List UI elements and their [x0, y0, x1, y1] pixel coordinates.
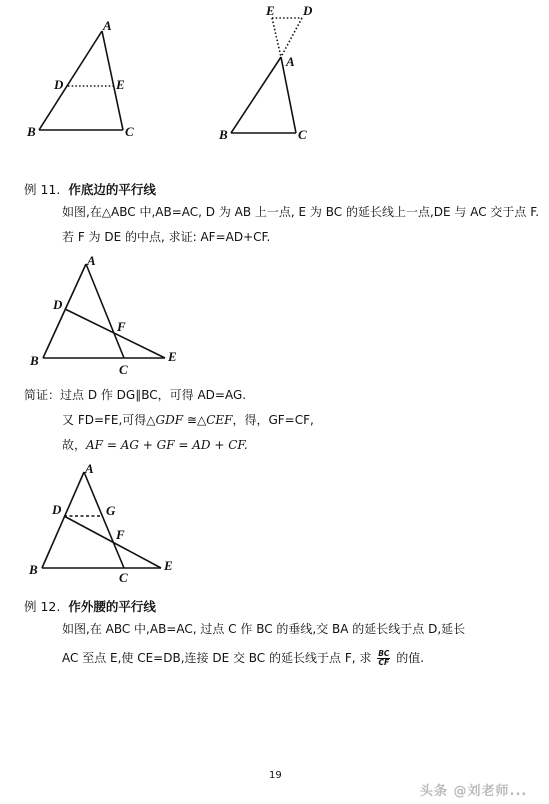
- fraction-denominator: CF: [378, 658, 390, 667]
- segment-de-11: [65, 309, 165, 358]
- point-label-a-11b: A: [85, 461, 94, 476]
- point-label-c: C: [125, 124, 134, 139]
- example-11-problem-line-1: 如图,在△ABC 中,AB=AC, D 为 AB 上一点, E 为 BC 的延长线上一点,DE 与 AC 交于点 F.: [62, 205, 540, 219]
- figure-example-11-proof: [0, 458, 549, 588]
- point-label-d-11b: D: [52, 502, 62, 517]
- segment-ac-11b: [84, 472, 124, 568]
- triangle-cef: CEF: [206, 413, 233, 427]
- point-label-b-11: B: [30, 353, 39, 368]
- point-label-a: A: [103, 18, 112, 33]
- figure-example-11: [0, 250, 549, 380]
- proof-equation: AF = AG + GF = AD + CF.: [86, 438, 248, 452]
- segment-ab-11: [43, 264, 86, 358]
- example-12-problem-line-2: [62, 650, 424, 667]
- point-label-b-11b: B: [29, 562, 38, 577]
- segment-ab-right: [231, 57, 281, 133]
- proof-line-2-part-a: 又 FD=FE,可得△: [62, 413, 156, 427]
- example-12-title: 作外腰的平行线: [68, 599, 156, 614]
- example-11-problem-line-2: 若 F 为 DE 的中点, 求证: AF=AD+CF.: [62, 230, 271, 244]
- segment-ea-dotted: [272, 18, 281, 57]
- example-12-heading: [24, 597, 156, 615]
- proof-line-3: [62, 438, 248, 452]
- example-12-line-2-part-b: 的值.: [396, 651, 425, 665]
- fraction-numerator: BC: [378, 649, 390, 658]
- segment-ab: [39, 31, 102, 130]
- example-11-number: 例 11.: [24, 182, 61, 197]
- point-label-e-right: E: [266, 3, 275, 18]
- point-label-b: B: [27, 124, 36, 139]
- point-label-c-11b: C: [119, 570, 128, 585]
- proof-line-2: [62, 413, 314, 427]
- proof-line-1: 简证：过点 D 作 DG∥BC，可得 AD=AG.: [24, 388, 247, 402]
- point-label-a-right: A: [286, 54, 295, 69]
- page-number: 19: [269, 770, 282, 781]
- example-12-line-2-part-a: AC 至点 E,使 CE=DB,连接 DE 交 BC 的延长线于点 F, 求: [62, 651, 372, 665]
- point-label-g-11b: G: [106, 503, 116, 518]
- point-label-f-11: F: [117, 319, 126, 334]
- fraction-bc-over-cf: [377, 650, 390, 667]
- example-11-title: 作底边的平行线: [68, 182, 156, 197]
- segment-ab-11b: [42, 472, 84, 568]
- point-label-a-11: A: [87, 253, 96, 268]
- segment-ac-11: [86, 264, 124, 358]
- point-label-e-11: E: [168, 349, 177, 364]
- point-label-c-11: C: [119, 362, 128, 377]
- segment-da-dotted: [281, 18, 302, 57]
- proof-line-3-prefix: 故，: [62, 438, 87, 452]
- point-label-b-right: B: [219, 127, 228, 142]
- watermark: 头条 @刘老师...: [420, 784, 528, 799]
- point-label-e: E: [116, 77, 125, 92]
- figure-top-left: [0, 0, 549, 160]
- triangle-gdf: GDF: [155, 413, 184, 427]
- proof-line-2-congruent: ≅△: [183, 413, 207, 427]
- point-label-c-right: C: [298, 127, 307, 142]
- example-12-number: 例 12.: [24, 599, 61, 614]
- point-label-d-right: D: [303, 3, 313, 18]
- point-label-e-11b: E: [164, 558, 173, 573]
- proof-line-2-part-c: ，得，GF=CF,: [232, 413, 314, 427]
- point-label-f-11b: F: [116, 527, 125, 542]
- example-12-problem-line-1: 如图,在 ABC 中,AB=AC, 过点 C 作 BC 的垂线,交 BA 的延长线于点 D,延长: [62, 622, 466, 636]
- segment-de-11b: [64, 516, 161, 568]
- point-label-d: D: [54, 77, 64, 92]
- example-11-heading: [24, 180, 156, 198]
- point-label-d-11: D: [53, 297, 63, 312]
